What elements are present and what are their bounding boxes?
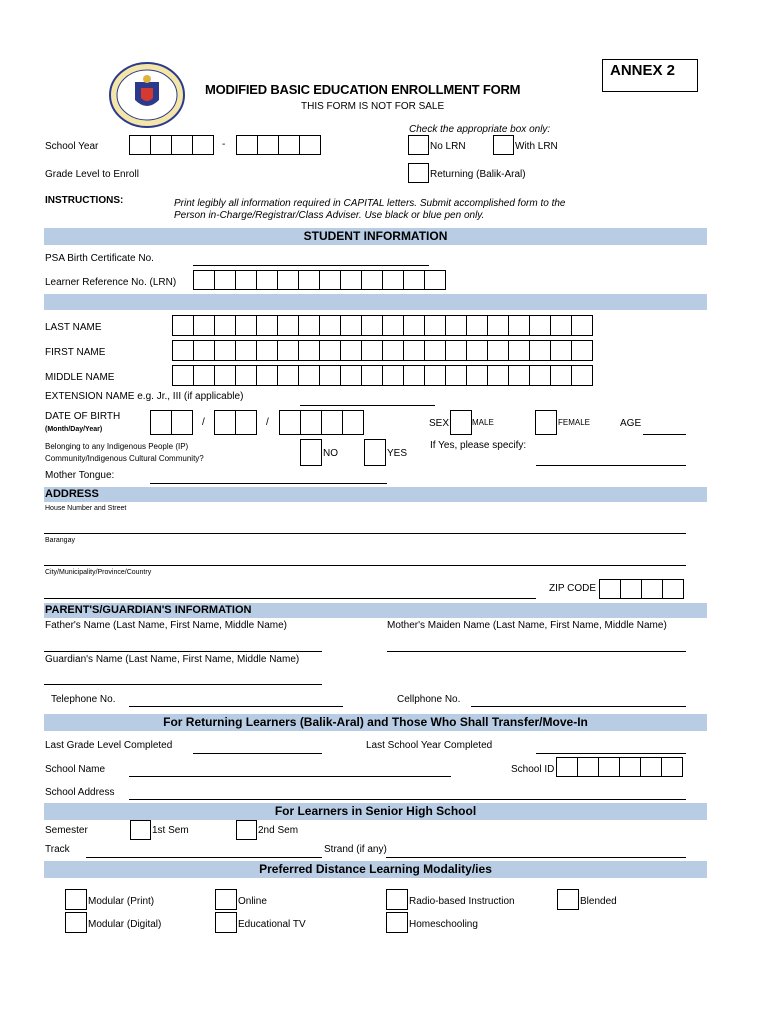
- school-year-label: School Year: [45, 141, 99, 152]
- radio-checkbox[interactable]: [386, 889, 408, 910]
- sex-label: SEX: [429, 418, 450, 429]
- parents-header: PARENT'S/GUARDIAN'S INFORMATION: [44, 603, 707, 618]
- blended-label: Blended: [580, 896, 617, 907]
- modality-header: Preferred Distance Learning Modality/ies: [44, 861, 707, 878]
- school-address-input-line[interactable]: [129, 799, 686, 800]
- check-note: Check the appropriate box only:: [409, 124, 551, 135]
- homeschooling-label: Homeschooling: [409, 919, 478, 930]
- school-name-label: School Name: [45, 764, 106, 775]
- track-label: Track: [45, 844, 70, 855]
- guardian-name-input-line[interactable]: [44, 684, 322, 685]
- student-info-header: STUDENT INFORMATION: [44, 228, 707, 245]
- dob-label: DATE OF BIRTH: [45, 411, 121, 422]
- telephone-input-line[interactable]: [129, 706, 343, 707]
- seal-icon: [108, 62, 186, 128]
- strand-input-line[interactable]: [386, 857, 686, 858]
- second-sem-label: 2nd Sem: [258, 825, 299, 836]
- lrn-boxes[interactable]: [193, 270, 446, 290]
- mother-tongue-input-line[interactable]: [150, 483, 387, 484]
- last-name-label: LAST NAME: [45, 322, 102, 333]
- modular-digital-checkbox[interactable]: [65, 912, 87, 933]
- psa-label: PSA Birth Certificate No.: [45, 253, 154, 264]
- ip-yes-checkbox[interactable]: [364, 439, 386, 466]
- returning-header: For Returning Learners (Balik-Aral) and Those Who Shall Transfer/Move-In: [44, 714, 707, 731]
- semester-label: Semester: [45, 825, 88, 836]
- returning-label: Returning (Balik-Aral): [430, 169, 526, 180]
- ip-yes-label: YES: [387, 448, 408, 459]
- instructions-label: INSTRUCTIONS:: [45, 195, 124, 206]
- mother-name-input-line[interactable]: [387, 651, 686, 652]
- city-label: City/Municipality/Province/Country: [45, 569, 152, 576]
- annex-label: ANNEX 2: [610, 62, 676, 79]
- second-sem-checkbox[interactable]: [236, 820, 257, 840]
- extension-input-line[interactable]: [300, 405, 435, 406]
- returning-checkbox[interactable]: [408, 163, 429, 183]
- school-address-label: School Address: [45, 787, 115, 798]
- city-input-line[interactable]: [44, 598, 536, 599]
- middle-name-label: MIDDLE NAME: [45, 372, 115, 383]
- ip-no-checkbox[interactable]: [300, 439, 322, 466]
- last-sy-label: Last School Year Completed: [366, 740, 493, 751]
- school-name-input-line[interactable]: [129, 776, 451, 777]
- house-street-input-line[interactable]: [44, 533, 686, 534]
- dob-format: (Month/Day/Year): [45, 426, 103, 433]
- school-year-dash: -: [222, 139, 226, 150]
- ip-no-label: NO: [323, 448, 338, 459]
- zip-code-label: ZIP CODE: [549, 583, 597, 594]
- school-year-end-boxes[interactable]: [236, 135, 321, 155]
- last-grade-input-line[interactable]: [193, 753, 322, 754]
- educational-tv-label: Educational TV: [238, 919, 306, 930]
- mother-tongue-label: Mother Tongue:: [45, 470, 115, 481]
- no-lrn-checkbox[interactable]: [408, 135, 429, 155]
- modular-print-label: Modular (Print): [88, 896, 155, 907]
- barangay-label: Barangay: [45, 537, 75, 544]
- age-label: AGE: [620, 418, 642, 429]
- dob-year-boxes[interactable]: [279, 410, 364, 435]
- male-label: MALE: [472, 418, 494, 427]
- lrn-label: Learner Reference No. (LRN): [45, 277, 177, 288]
- modular-print-checkbox[interactable]: [65, 889, 87, 910]
- school-id-boxes[interactable]: [556, 757, 683, 777]
- educational-tv-checkbox[interactable]: [215, 912, 237, 933]
- online-checkbox[interactable]: [215, 889, 237, 910]
- address-header: ADDRESS: [44, 487, 707, 502]
- dob-month-boxes[interactable]: [150, 410, 193, 435]
- guardian-name-label: Guardian's Name (Last Name, First Name, Middle Name): [45, 654, 300, 665]
- cellphone-input-line[interactable]: [471, 706, 686, 707]
- dob-slash-1: /: [202, 417, 205, 428]
- shs-header: For Learners in Senior High School: [44, 803, 707, 820]
- female-label: FEMALE: [558, 418, 591, 427]
- if-yes-input-line[interactable]: [536, 465, 686, 466]
- with-lrn-label: With LRN: [515, 141, 558, 152]
- radio-label: Radio-based Instruction: [409, 896, 515, 907]
- father-name-label: Father's Name (Last Name, First Name, Middle Name): [45, 620, 287, 631]
- school-year-start-boxes[interactable]: [129, 135, 214, 155]
- online-label: Online: [238, 896, 267, 907]
- deped-seal: [108, 62, 186, 128]
- first-sem-label: 1st Sem: [152, 825, 189, 836]
- last-sy-input-line[interactable]: [536, 753, 686, 754]
- student-name-band: [44, 294, 707, 310]
- telephone-label: Telephone No.: [51, 694, 116, 705]
- track-input-line[interactable]: [86, 857, 322, 858]
- dob-slash-2: /: [266, 417, 269, 428]
- cellphone-label: Cellphone No.: [397, 694, 461, 705]
- first-name-boxes[interactable]: [172, 340, 593, 361]
- psa-input-line[interactable]: [193, 265, 429, 266]
- instructions-line2: Person in-Charge/Registrar/Class Adviser. Use black or blue pen only.: [174, 210, 485, 221]
- mother-name-label: Mother's Maiden Name (Last Name, First Name, Middle Name): [387, 620, 667, 631]
- father-name-input-line[interactable]: [44, 651, 322, 652]
- first-sem-checkbox[interactable]: [130, 820, 151, 840]
- form-title: MODIFIED BASIC EDUCATION ENROLLMENT FORM: [205, 82, 521, 97]
- school-id-label: School ID: [511, 764, 555, 775]
- instructions-line1: Print legibly all information required in CAPITAL letters. Submit accomplished form to the: [174, 198, 566, 209]
- strand-label: Strand (if any): [324, 844, 387, 855]
- dob-day-boxes[interactable]: [214, 410, 257, 435]
- female-checkbox[interactable]: [535, 410, 557, 435]
- first-name-label: FIRST NAME: [45, 347, 106, 358]
- ip-question-line1: Belonging to any Indigenous People (IP): [45, 442, 189, 451]
- ip-question-line2: Community/Indigenous Cultural Community?: [45, 454, 204, 463]
- male-checkbox[interactable]: [450, 410, 472, 435]
- middle-name-boxes[interactable]: [172, 365, 593, 386]
- homeschooling-checkbox[interactable]: [386, 912, 408, 933]
- grade-level-label: Grade Level to Enroll: [45, 169, 139, 180]
- zip-code-boxes[interactable]: [599, 579, 684, 599]
- age-input-line[interactable]: [643, 434, 686, 435]
- form-subtitle: THIS FORM IS NOT FOR SALE: [301, 101, 445, 112]
- barangay-input-line[interactable]: [44, 565, 686, 566]
- house-street-label: House Number and Street: [45, 505, 127, 512]
- with-lrn-checkbox[interactable]: [493, 135, 514, 155]
- no-lrn-label: No LRN: [430, 141, 466, 152]
- last-grade-label: Last Grade Level Completed: [45, 740, 173, 751]
- if-yes-label: If Yes, please specify:: [430, 440, 527, 451]
- last-name-boxes[interactable]: [172, 315, 593, 336]
- blended-checkbox[interactable]: [557, 889, 579, 910]
- modular-digital-label: Modular (Digital): [88, 919, 162, 930]
- extension-label: EXTENSION NAME e.g. Jr., III (if applicable): [45, 391, 244, 402]
